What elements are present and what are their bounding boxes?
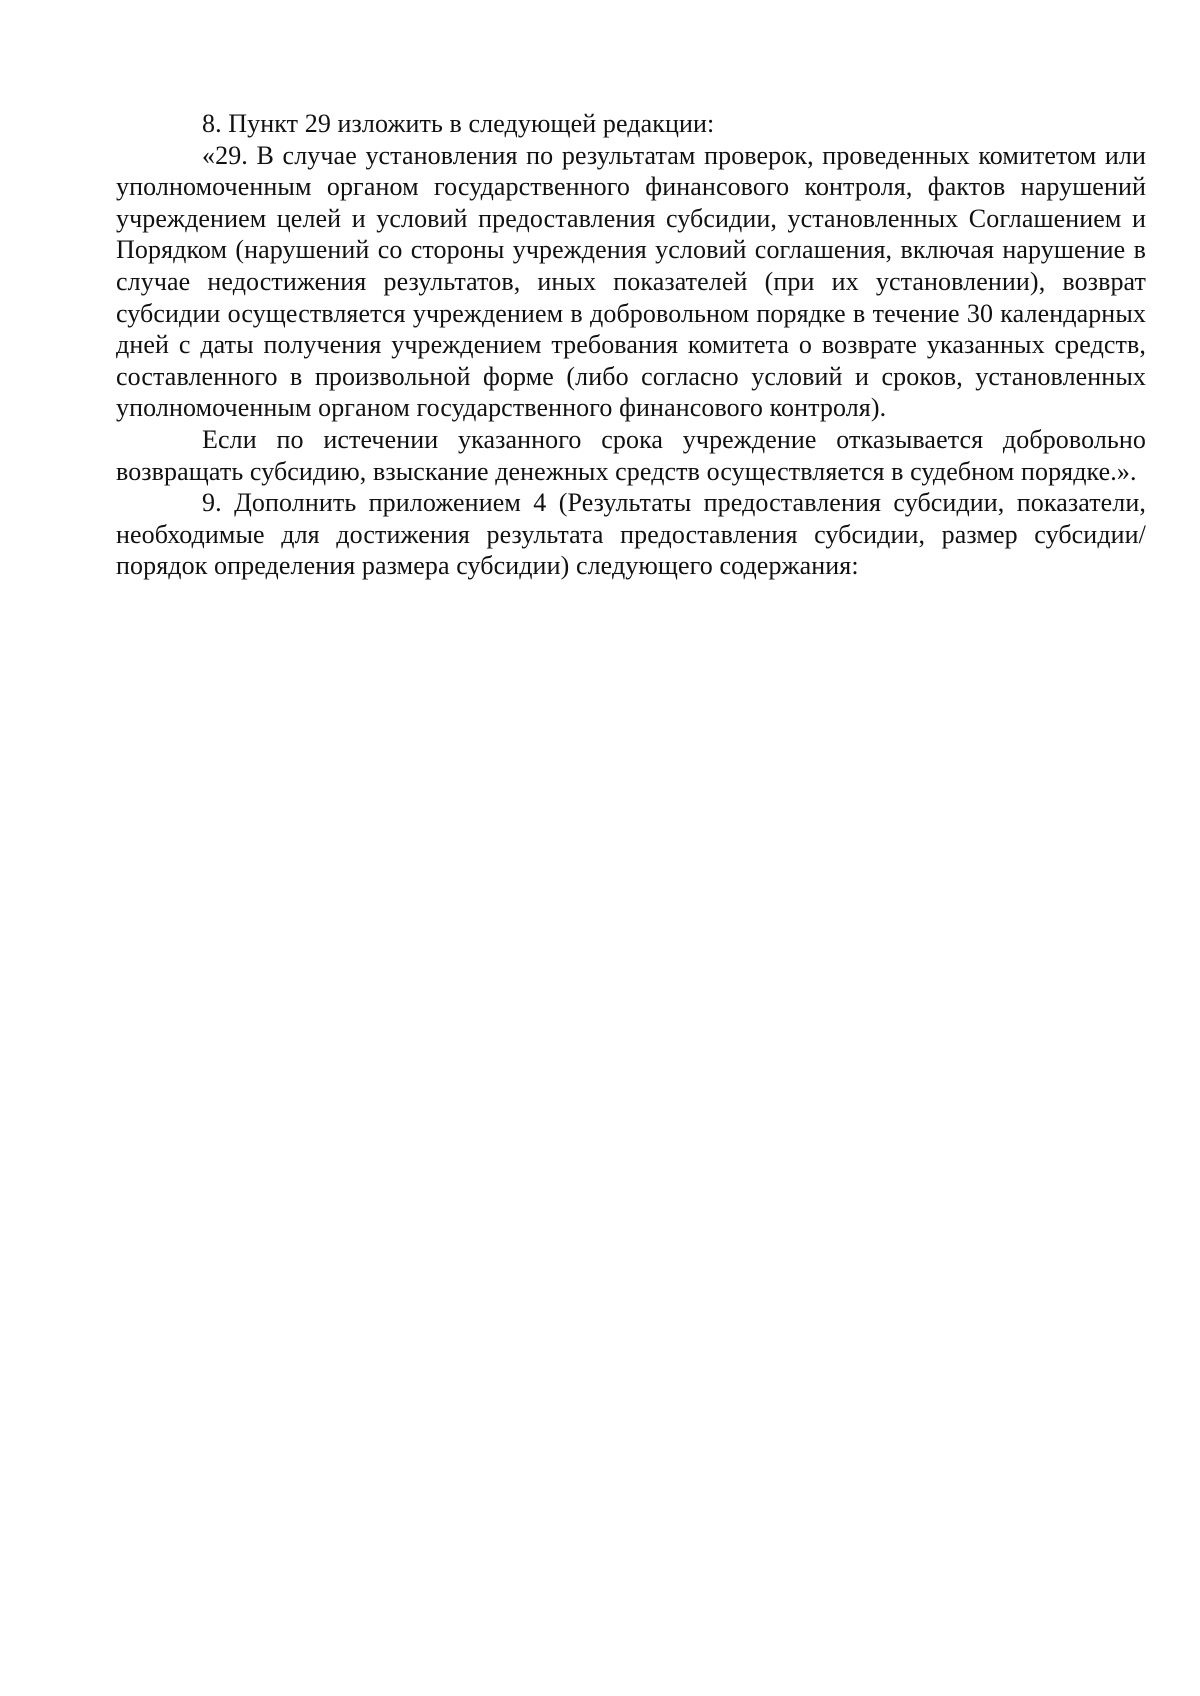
paragraph-item-8-heading: 8. Пункт 29 изложить в следующей редакции: — [202, 109, 715, 138]
paragraph-item-9-appendix: 9. Дополнить приложением 4 (Результаты предоставления субсидии, показатели, необходимые для достижения результата предоставления субсидии, размер субсидии/ порядок определения размера субсидии) следующего содержания: — [116, 488, 1146, 581]
document-body — [116, 108, 1146, 582]
paragraph-item-29-text: «29. В случае установления по результатам проверок, проведенных комитетом или уполномоченным органом государственного финансового контроля, фактов нарушений учреждением целей и условий предоставления субсидии, установленных Соглашением и Порядком (нарушений со стороны учреждения условий соглашения, включая нарушение в случае недостижения результатов, иных показателей (при их установлении), возврат субсидии осуществляется учреждением в добровольном порядке в течение 30 календарных дней с даты получения учреждением требования комитета о возврате указанных средств, составленного в произвольной форме (либо согласно условий и сроков, установленных уполномоченным органом государственного финансового контроля). — [116, 140, 1146, 423]
paragraph-refusal-clause: Если по истечении указанного срока учреждение отказывается добровольно возвращать субсидию, взыскание денежных средств осуществляется в судебном порядке.». — [116, 424, 1146, 486]
